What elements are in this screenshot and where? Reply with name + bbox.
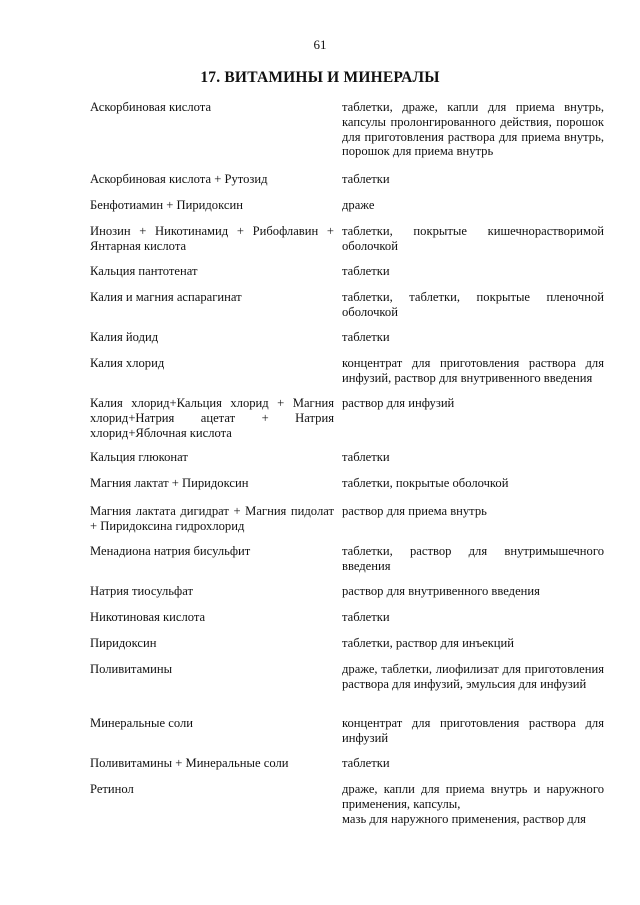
drug-name: Магния лактат + Пиридоксин xyxy=(90,476,249,490)
dosage-forms xyxy=(342,716,604,746)
dosage-forms xyxy=(342,584,604,599)
drug-name: Минеральные соли xyxy=(90,716,193,730)
table-row xyxy=(0,224,640,254)
dosage-form-text: таблетки xyxy=(342,264,390,278)
dosage-forms xyxy=(342,610,604,625)
dosage-form-text: концентрат для приготовления раствора для инфузий, раствор для внутривенного введения xyxy=(342,356,604,385)
drug-name: Ретинол xyxy=(90,782,134,796)
dosage-forms xyxy=(342,662,604,692)
drug-name: Поливитамины + Минеральные соли xyxy=(90,756,289,770)
dosage-forms xyxy=(342,396,604,411)
dosage-forms xyxy=(342,330,604,345)
dosage-form-text: таблетки, раствор для внутримышечного введения xyxy=(342,544,604,573)
table-row xyxy=(0,476,640,492)
table-row xyxy=(0,544,640,574)
dosage-form-text: таблетки, драже, капли для приема внутрь, капсулы пролонгированного действия, порошок для приготовления раствора для приема внутрь, порошок для приема внутрь xyxy=(342,100,604,159)
table-row xyxy=(0,636,640,652)
drug-name: Кальция глюконат xyxy=(90,450,188,464)
dosage-form-text: таблетки xyxy=(342,756,390,770)
dosage-form-text: таблетки, раствор для инъекций xyxy=(342,636,515,650)
table-row xyxy=(0,264,640,280)
drug-name: Магния лактата дигидрат + Магния пидолат + Пиридоксина гидрохлорид xyxy=(90,504,334,533)
table-row xyxy=(0,584,640,600)
dosage-forms xyxy=(342,172,604,187)
table-row xyxy=(0,610,640,626)
dosage-forms xyxy=(342,504,604,519)
table-row xyxy=(0,356,640,386)
drug-name: Аскорбиновая кислота + Рутозид xyxy=(90,172,268,186)
dosage-forms xyxy=(342,198,604,213)
dosage-form-text: таблетки xyxy=(342,330,390,344)
page-number: 61 xyxy=(313,37,327,52)
dosage-forms xyxy=(342,476,604,491)
drug-name: Бенфотиамин + Пиридоксин xyxy=(90,198,243,212)
dosage-form-text: таблетки xyxy=(342,450,390,464)
drug-name: Поливитамины xyxy=(90,662,173,676)
table-row xyxy=(0,504,640,534)
dosage-form-text: таблетки, покрытые оболочкой xyxy=(342,476,509,490)
dosage-form-text: драже, таблетки, лиофилизат для приготовления раствора для инфузий, эмульсия для инфузий xyxy=(342,662,604,691)
drug-name: Аскорбиновая кислота xyxy=(90,100,212,114)
drug-name: Кальция пантотенат xyxy=(90,264,198,278)
drug-name: Калия и магния аспарагинат xyxy=(90,290,242,304)
dosage-form-text: раствор для инфузий xyxy=(342,396,455,410)
table-row xyxy=(0,450,640,466)
table-row xyxy=(0,330,640,346)
section-title: 17. ВИТАМИНЫ И МИНЕРАЛЫ xyxy=(200,69,440,86)
dosage-forms xyxy=(342,756,604,771)
dosage-form-text: концентрат для приготовления раствора для инфузий xyxy=(342,716,604,745)
dosage-form-text: раствор для приема внутрь xyxy=(342,504,487,518)
table-row xyxy=(0,756,640,772)
table-row xyxy=(0,662,640,706)
drug-name: Менадиона натрия бисульфит xyxy=(90,544,251,558)
dosage-form-text: мазь для наружного применения, раствор для xyxy=(342,811,586,826)
dosage-form-text: раствор для внутривенного введения xyxy=(342,584,540,598)
drug-name: Калия хлорид xyxy=(90,356,165,370)
dosage-forms xyxy=(342,636,604,651)
dosage-forms xyxy=(342,224,604,254)
dosage-forms xyxy=(342,264,604,279)
table-row xyxy=(0,100,640,159)
dosage-forms xyxy=(342,450,604,465)
dosage-form-text: драже xyxy=(342,198,375,212)
dosage-forms xyxy=(342,356,604,386)
table-row xyxy=(0,198,640,214)
dosage-form-text: таблетки xyxy=(342,172,390,186)
table-row xyxy=(0,290,640,320)
drug-name: Калия хлорид+Кальция хлорид + Магния хлорид+Натрия ацетат + Натрия хлорид+Яблочная кислота xyxy=(90,396,334,440)
dosage-form-text: таблетки, таблетки, покрытые пленочной оболочкой xyxy=(342,290,604,319)
dosage-forms xyxy=(342,100,604,159)
dosage-form-text: таблетки, покрытые кишечнорастворимой оболочкой xyxy=(342,224,604,253)
drug-name: Пиридоксин xyxy=(90,636,157,650)
dosage-forms xyxy=(342,544,604,574)
drug-name: Инозин + Никотинамид + Рибофлавин + Янтарная кислота xyxy=(90,224,334,253)
drug-name: Никотиновая кислота xyxy=(90,610,206,624)
drug-name: Калия йодид xyxy=(90,330,159,344)
table-row xyxy=(0,396,640,440)
dosage-form-text: драже, капли для приема внутрь и наружного применения, капсулы, xyxy=(342,782,604,811)
dosage-forms xyxy=(342,782,604,826)
dosage-form-text: таблетки xyxy=(342,610,390,624)
table-row xyxy=(0,172,640,188)
table-row xyxy=(0,782,640,842)
table-row xyxy=(0,716,640,746)
drug-name: Натрия тиосульфат xyxy=(90,584,193,598)
dosage-forms xyxy=(342,290,604,320)
